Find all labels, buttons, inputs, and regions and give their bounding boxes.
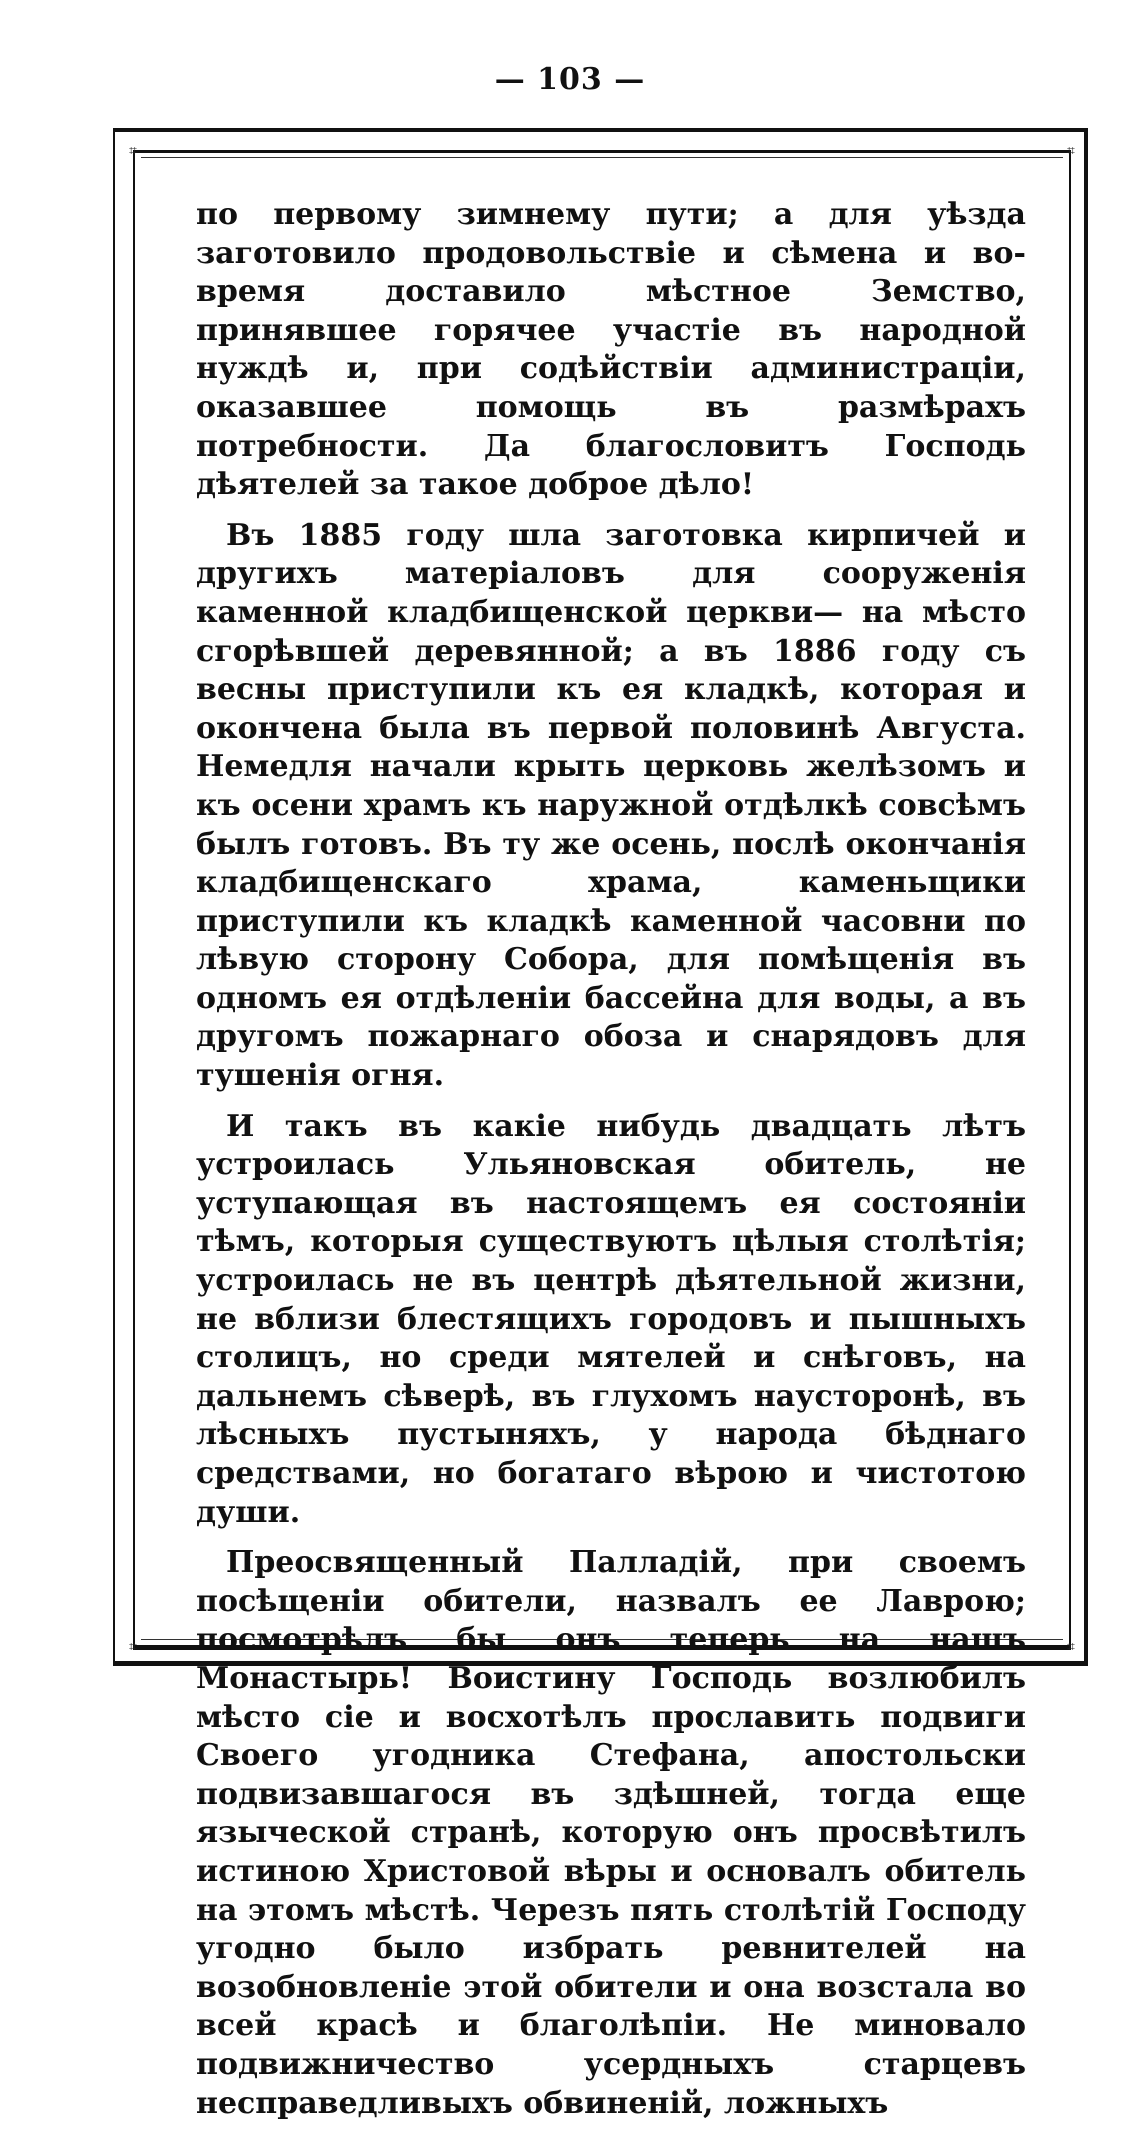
- paragraph: Преосвященный Палладій, при своемъ посѣщеніи обители, назвалъ ее Лаврою; посмотрѣлъ бы онъ теперь на нашъ Монастырь! Воистину Господь возлюбилъ мѣсто сіе и восхотѣлъ прославить подвиги Своего угодника Стефана, апостольски подвизавшагося въ здѣшней, тогда еще языческой странѣ, которую онъ просвѣтилъ истиною Христовой вѣры и основалъ обитель на этомъ мѣстѣ. Черезъ пять столѣтій Господу угодно было избрать ревнителей на возобновленіе этой обители и она возстала во всей красѣ и благолѣпіи. Не миновало подвижничество усердныхъ старцевъ несправедливыхъ обвиненій, ложныхъ: [196, 1545, 1026, 2121]
- frame-corner-ornament-icon: ⌗: [129, 1639, 137, 1655]
- paragraph: по первому зимнему пути; а для уѣзда заготовило продовольствіе и сѣмена и во-время доставило мѣстное Земство, принявшее горячее участіе въ народной нуждѣ и, при содѣйствіи администраціи, оказавшее помощь въ размѣрахъ потребности. Да благословитъ Господь дѣятелей за такое доброе дѣло!: [196, 197, 1026, 503]
- page-number: — 103 —: [494, 62, 646, 97]
- paragraph: Въ 1885 году шла заготовка кирпичей и другихъ матеріаловъ для сооруженія каменной кладбищенской церкви— на мѣсто сгорѣвшей деревянной; а въ 1886 году съ весны приступили къ ея кладкѣ, которая и окончена была въ первой половинѣ Августа. Немедля начали крыть церковь желѣзомъ и къ осени храмъ къ наружной отдѣлкѣ совсѣмъ былъ готовъ. Въ ту же осень, послѣ окончанія кладбищенскаго храма, каменьщики приступили къ кладкѣ каменной часовни по лѣвую сторону Собора, для помѣщенія въ одномъ ея отдѣленіи бассейна для воды, а въ другомъ пожарнаго обоза и снарядовъ для тушенія огня.: [196, 517, 1026, 1094]
- body-text: [196, 196, 1026, 2135]
- frame-corner-ornament-icon: ⌗: [1067, 143, 1075, 159]
- paragraph: И такъ въ какіе нибудь двадцать лѣтъ устроилась Ульяновская обитель, не уступающая въ настоящемъ ея состояніи тѣмъ, которыя существуютъ цѣлыя столѣтія; устроилась не въ центрѣ дѣятельной жизни, не вблизи блестящихъ городовъ и пышныхъ столицъ, но среди мятелей и снѣговъ, на дальнемъ сѣверѣ, въ глухомъ наусторонѣ, въ лѣсныхъ пустыняхъ, у народа бѣднаго средствами, но богатаго вѣрою и чистотою души.: [196, 1108, 1026, 1530]
- frame-corner-ornament-icon: ⌗: [1067, 1639, 1075, 1655]
- frame-corner-ornament-icon: ⌗: [129, 143, 137, 159]
